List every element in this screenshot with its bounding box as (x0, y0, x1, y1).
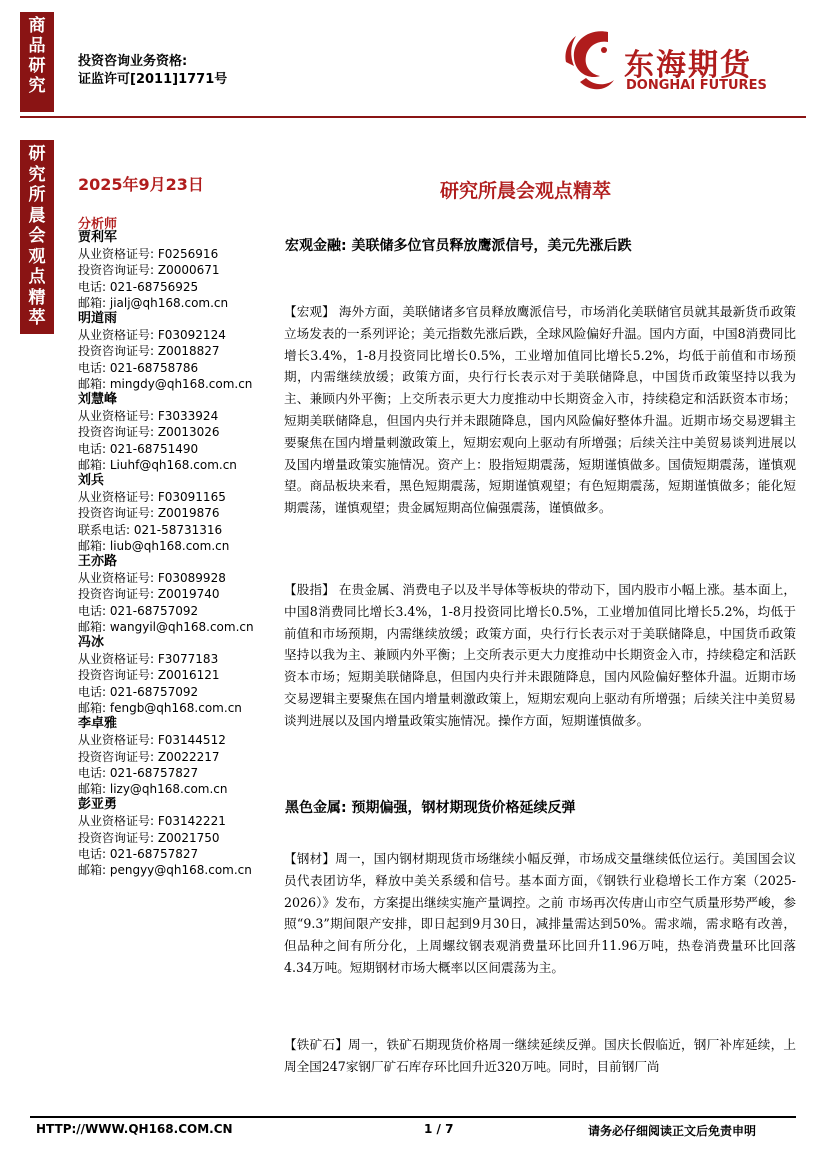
analyst-email: 邮箱: liub@qh168.com.cn (78, 538, 230, 553)
analyst-info: 电话: 021-68757092 (78, 684, 199, 699)
header-divider (20, 116, 806, 118)
analyst-info: 从业资格证号: F03091165 (78, 490, 226, 505)
report-title: 研究所晨会观点精萃 (440, 180, 612, 202)
analyst-email: 邮箱: mingdy@qh168.com.cn (78, 376, 253, 391)
side-tab-char: 研 (28, 144, 46, 164)
side-tab-char: 所 (28, 185, 46, 205)
side-tab-char: 会 (28, 226, 46, 246)
paragraph-iron-ore (284, 1034, 796, 1098)
analyst-info: 投资咨询证号: Z0013026 (78, 425, 220, 440)
analyst-info: 投资咨询证号: Z0018827 (78, 344, 220, 359)
paragraph-tag: 【股指】 (284, 582, 335, 597)
paragraph-stock-index (284, 579, 796, 732)
analyst-info: 从业资格证号: F3077183 (78, 652, 219, 667)
analyst-info: 从业资格证号: F03142221 (78, 814, 226, 829)
side-tab-commodity-research (20, 12, 54, 112)
analyst-info: 投资咨询证号: Z0016121 (78, 668, 220, 683)
analyst-info: 投资咨询证号: Z0019876 (78, 506, 220, 521)
analyst-email: 邮箱: jialj@qh168.com.cn (78, 295, 229, 310)
analyst-heading: 分析师 (78, 217, 118, 232)
section-heading-macro: 宏观金融: 美联储多位官员释放鹰派信号，美元先涨后跌 (285, 238, 632, 254)
analyst-list (78, 230, 268, 878)
footer-divider (30, 1116, 796, 1118)
side-tab-char: 点 (28, 267, 46, 287)
analyst-email: 邮箱: lizy@qh168.com.cn (78, 781, 228, 796)
analyst-info: 从业资格证号: F03144512 (78, 733, 226, 748)
qualification-line-1: 投资咨询业务资格: (78, 54, 188, 69)
analyst-info: 电话: 021-68758786 (78, 360, 199, 375)
analyst-name: 明道雨 (78, 311, 118, 327)
analyst-name: 冯冰 (78, 635, 105, 651)
analyst-info: 电话: 021-68757827 (78, 765, 199, 780)
report-date: 2025年9月23日 (78, 175, 204, 194)
paragraph-tag: 【宏观】 (284, 304, 335, 319)
side-tab-char: 观 (28, 246, 46, 267)
logo-text-en: DONGHAI FUTURES (626, 78, 767, 93)
analyst-email: 邮箱: wangyil@qh168.com.cn (78, 619, 254, 634)
paragraph-text: 海外方面，美联储诸多官员释放鹰派信号，市场消化美联储官员就其最新货币政策立场发表的一系列评论；美元指数先涨后跌，全球风险偏好升温。国内方面，中国8消费同比增长3.4%，1-8月投资同比增长0.5%，工业增加值同比增长5.2%，均低于前值和市场预期，内需继续放缓；政策方面，央行行长表示对于美联储降息，中国货币政策坚持以我为主、兼顾内外平衡；上交所表示更大力度推动中长期资金入市，持续稳定和活跃资本市场；短期美联储降息，但国内央行并未跟随降息，国内风险偏好整体升温。近期市场交易逻辑主要聚焦在国内增量刺激政策上，短期宏观向上驱动有所增强；后续关注中美贸易谈判进展以及国内增量政策实施情况。资产上：股指短期震荡，短期谨慎做多。国债短期震荡，谨慎观望。商品板块来看，黑色短期震荡，短期谨慎观望；有色短期震荡，短期谨慎做多；能化短期震荡，谨慎观望；贵金属短期高位偏强震荡，谨慎做多。 (284, 304, 797, 516)
analyst-info: 电话: 021-68757092 (78, 603, 199, 618)
analyst-info: 电话: 021-68756925 (78, 279, 199, 294)
side-tab-morning-meeting (20, 140, 54, 334)
analyst-name: 刘慧峰 (78, 392, 118, 408)
side-tab-char: 究 (28, 164, 46, 185)
analyst-name: 李卓雅 (78, 716, 118, 732)
footer-page-number: 1 / 7 (424, 1122, 454, 1136)
analyst-name: 刘兵 (78, 473, 105, 489)
analyst-info: 从业资格证号: F03092124 (78, 328, 226, 343)
side-tab-char: 萃 (28, 308, 46, 328)
paragraph-text: 周一，国内钢材期现货市场继续小幅反弹，市场成交量继续低位运行。美国国会议员代表团访华，释放中美关系缓和信号。基本面方面，《钢铁行业稳增长工作方案（2025-2026）》发布，方案提出继续实施产量调控。之前 市场再次传唐山市空气质量形势严峻，参照“9.3”期间限产安排，即日起到9月30日，减排量需达到50%。需求端，需求略有改善，但品种之间有所分化，上周螺纹钢表观消费量环比回升11.96万吨，热卷消费量环比回落4.34万吨。短期钢材市场大概率以区间震荡为主。 (284, 851, 797, 975)
analyst-info: 投资咨询证号: Z0021750 (78, 830, 220, 845)
paragraph-text: 在贵金属、消费电子以及半导体等板块的带动下，国内股市小幅上涨。基本面上，中国8消费同比增长3.4%，1-8月投资同比增长0.5%，工业增加值同比增长5.2%，均低于前值和市场预期，内需继续放缓；政策方面，央行行长表示对于美联储降息，中国货币政策坚持以我为主、兼顾内外平衡；上交所表示更大力度推动中长期资金入市，持续稳定和活跃资本市场；短期美联储降息，但国内央行并未跟随降息，国内风险偏好整体升温。近期市场交易逻辑主要聚焦在国内增量刺激政策上，短期宏观向上驱动有所增强；后续关注中美贸易谈判进展以及国内增量政策实施情况。操作方面，短期谨慎做多。 (284, 582, 797, 728)
paragraph-macro (284, 301, 796, 519)
paragraph-tag: 【钢材】 (284, 851, 336, 866)
paragraph-tag: 【铁矿石】 (284, 1037, 349, 1052)
analyst-info: 从业资格证号: F03089928 (78, 571, 226, 586)
analyst-info: 从业资格证号: F3033924 (78, 409, 219, 424)
analyst-info: 投资咨询证号: Z0019740 (78, 587, 220, 602)
side-tab-char: 晨 (28, 205, 46, 226)
section-heading-ferrous: 黑色金属: 预期偏强，钢材期现货价格延续反弹 (285, 800, 576, 816)
side-tab-char: 究 (28, 76, 46, 96)
analyst-info: 投资咨询证号: Z0022217 (78, 749, 220, 764)
side-tab-char: 精 (28, 287, 46, 308)
side-tab-char: 品 (28, 36, 46, 56)
paragraph-steel (284, 848, 796, 979)
analyst-info: 从业资格证号: F0256916 (78, 247, 219, 262)
donghai-dragon-logo-icon (560, 22, 622, 102)
analyst-name: 彭亚勇 (78, 797, 118, 813)
side-tab-char: 研 (28, 56, 46, 76)
footer-disclaimer: 请务必仔细阅读正文后免责申明 (588, 1124, 757, 1138)
analyst-email: 邮箱: Liuhf@qh168.com.cn (78, 457, 237, 472)
analyst-info: 联系电话: 021-58731316 (78, 522, 223, 537)
paragraph-text: 周一，铁矿石期现货价格周一继续延续反弹。国庆长假临近，钢厂补库延续，上周全国247家钢厂矿石库存环比回升近320万吨。同时，目前钢厂尚 (284, 1037, 796, 1074)
analyst-info: 投资咨询证号: Z0000671 (78, 263, 220, 278)
side-tab-char: 商 (28, 16, 46, 36)
logo-text-cn: 东海期货 (624, 48, 752, 83)
analyst-info: 电话: 021-68757827 (78, 846, 199, 861)
analyst-name: 王亦路 (78, 554, 118, 570)
qualification-line-2: 证监许可[2011]1771号 (78, 72, 228, 87)
footer-url[interactable]: HTTP://WWW.QH168.COM.CN (36, 1122, 233, 1136)
analyst-info: 电话: 021-68751490 (78, 441, 199, 456)
analyst-email: 邮箱: pengyy@qh168.com.cn (78, 862, 252, 877)
analyst-email: 邮箱: fengb@qh168.com.cn (78, 700, 242, 715)
analyst-name: 贾利军 (78, 230, 118, 245)
